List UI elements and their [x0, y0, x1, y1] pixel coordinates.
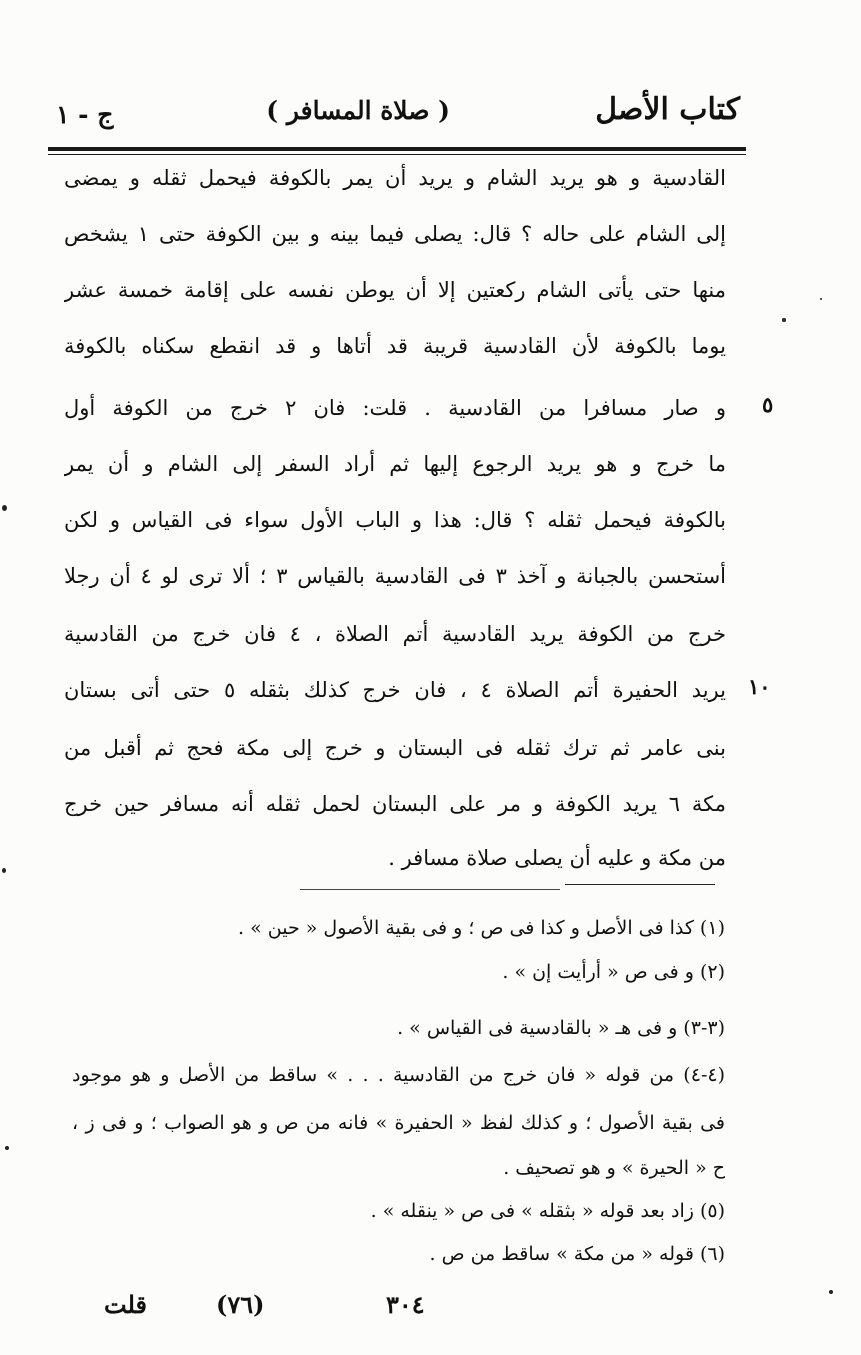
book-title: كتاب الأصل: [595, 92, 740, 127]
volume-label: ج - ١: [56, 100, 114, 129]
body-line: يوما بالكوفة لأن القادسية قريبة قد أتاها و قد انقطع سكناه بالكوفة: [64, 334, 726, 358]
footnote: (٣-٣) و فى هـ « بالقادسية فى القياس » .: [397, 1017, 725, 1039]
body-line: خرج من الكوفة يريد القادسية أتم الصلاة ، ٤ فان خرج من القادسية: [64, 622, 726, 646]
body-line: ما خرج و هو يريد الرجوع إليها ثم أراد السفر إلى الشام و أن يمر: [64, 452, 726, 476]
section-number: (٧٦): [216, 1290, 265, 1319]
scan-speck: [5, 1146, 9, 1150]
scan-speck: [2, 505, 7, 511]
footnote-continuation: فى بقية الأصول ؛ و كذلك لفظ « الحفيرة » فانه من ص و هو الصواب ؛ و فى ز ،: [72, 1112, 725, 1134]
footnote: (٦) قوله « من مكة » ساقط من ص .: [429, 1243, 725, 1265]
footnote: (٢) و فى ص « أرأيت إن » .: [502, 961, 725, 983]
body-line: بالكوفة فيحمل ثقله ؟ قال: هذا و الباب الأول سواء فى القياس و لكن: [64, 508, 726, 532]
footnote-rule: [565, 884, 715, 885]
scan-speck: [2, 868, 6, 873]
body-line: من مكة و عليه أن يصلى صلاة مسافر .: [388, 846, 726, 870]
body-line: إلى الشام على حاله ؟ قال: يصلى فيما بينه و بين الكوفة حتى ١ يشخص: [64, 222, 726, 246]
scan-speck: [782, 318, 786, 322]
footnote-continuation: ح « الحيرة » و هو تصحيف .: [503, 1157, 725, 1179]
catchword: قلت: [104, 1290, 147, 1319]
body-line: و صار مسافرا من القادسية . قلت: فان ٢ خرج من الكوفة أول: [64, 396, 726, 420]
body-line: القادسية و هو يريد الشام و يريد أن يمر بالكوفة فيحمل ثقله و يمضى: [64, 166, 726, 190]
page-number: ٣٠٤: [386, 1290, 425, 1319]
footnote: (١) كذا فى الأصل و كذا فى ص ؛ و فى بقية الأصول « حين » .: [238, 917, 725, 939]
body-line: بنى عامر ثم ترك ثقله فى البستان و خرج إلى مكة فحج ثم أقبل من: [64, 736, 726, 760]
scan-speck: [820, 298, 822, 300]
line-number-5: ٥: [762, 392, 774, 417]
body-line: مكة ٦ يريد الكوفة و مر على البستان لحمل ثقله أنه مسافر حين خرج: [64, 792, 726, 816]
scan-speck: [829, 1290, 833, 1294]
footnote: (٤-٤) من قوله « فان خرج من القادسية . . . » ساقط من الأصل و هو موجود: [72, 1064, 725, 1086]
footnote: (٥) زاد بعد قوله « بثقله » فى ص « ينقله » .: [370, 1200, 725, 1222]
page-header: [40, 92, 740, 142]
body-line: منها حتى يأتى الشام ركعتين إلا أن يوطن نفسه على إقامة خمسة عشر: [64, 278, 726, 302]
chapter-title: ( صلاة المسافر ): [266, 96, 450, 125]
footnote-rule-secondary: [300, 889, 560, 890]
body-line: أستحسن بالجبانة و آخذ ٣ فى القادسية بالقياس ٣ ؛ ألا ترى لو ٤ أن رجلا: [64, 564, 726, 588]
line-number-10: ١٠: [748, 674, 771, 699]
body-line: يريد الحفيرة أتم الصلاة ٤ ، فان خرج كذلك بثقله ٥ حتى أتى بستان: [64, 678, 726, 702]
